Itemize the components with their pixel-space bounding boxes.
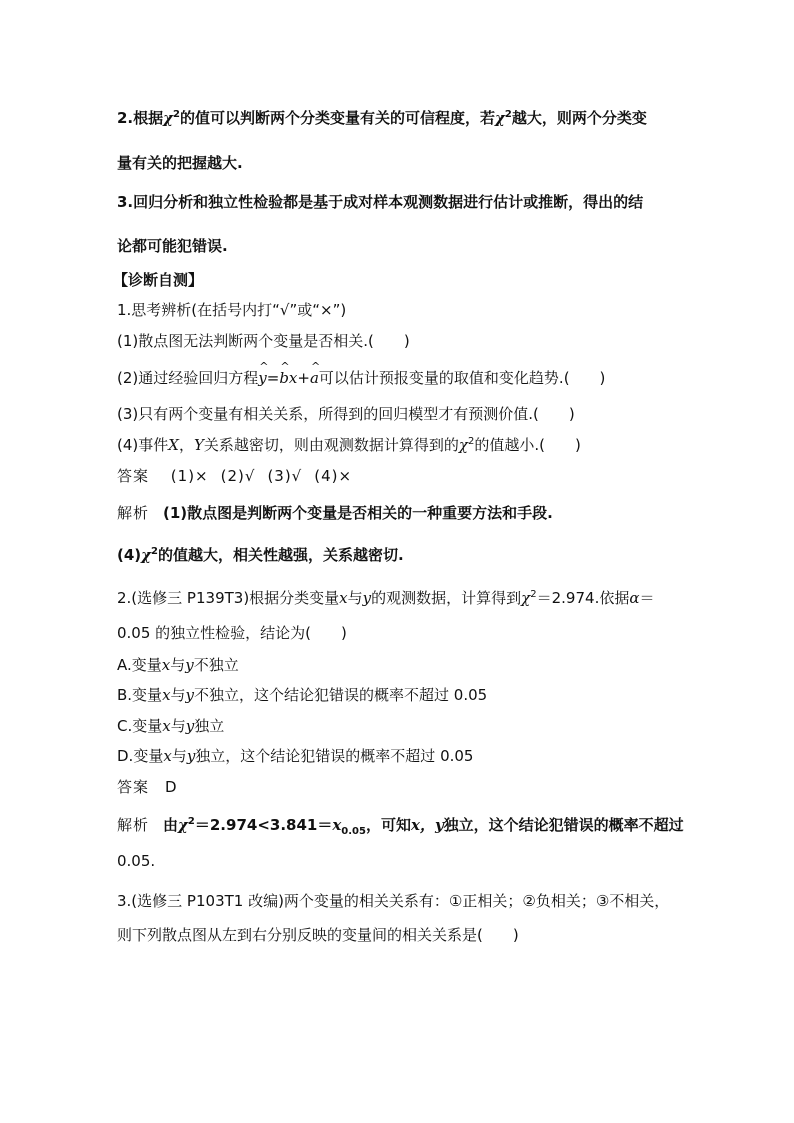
q1-item1: (1)散点图无法判断两个变量是否相关.( )	[117, 332, 410, 350]
knowledge-point-2-line2: 量有关的把握越大.	[117, 154, 243, 172]
analysis-label: 解析	[117, 504, 150, 522]
answer-item: (2)√	[220, 467, 256, 485]
q2-analysis-line2: 0.05.	[117, 852, 156, 870]
q3-stem-line2: 则下列散点图从左到右分别反映的变量间的相关关系是( )	[117, 926, 519, 944]
section-title: 【诊断自测】	[113, 271, 204, 289]
analysis-label: 解析	[117, 816, 150, 834]
knowledge-point-2-line1: 2.根据$\chi^2$的值可以判断两个分类变量有关的可信程度，若$\chi^2$越大，则两个分类变	[117, 109, 647, 127]
q1-stem: 1.思考辨析(在括号内打“√”或“×”)	[117, 301, 347, 319]
q1-item4: (4)事件X，Y关系越密切，则由观测数据计算得到的$\chi^2$的值越小.( )	[117, 436, 581, 454]
q1-item2: (2)通过经验回归方程^ y=^ bx+^ a可以估计预报变量的取值和变化趋势.( )	[117, 368, 605, 388]
answer-label: 答案	[117, 778, 150, 796]
q3-stem-line1: 3.(选修三 P103T1 改编)两个变量的相关关系有：①正相关；②负相关；③不相关，	[117, 892, 670, 910]
q2-option-d: D.变量x与y独立，这个结论犯错误的概率不超过 0.05	[117, 747, 474, 765]
answer-item: (4)×	[314, 467, 353, 485]
knowledge-point-3-line1: 3.回归分析和独立性检验都是基于成对样本观测数据进行估计或推断，得出的结	[117, 193, 644, 211]
q1-item3: (3)只有两个变量有相关关系，所得到的回归模型才有预测价值.( )	[117, 405, 575, 423]
q1-analysis-1: 解析 (1)散点图是判断两个变量是否相关的一种重要方法和手段.	[117, 504, 553, 522]
q2-stem-line2: 0.05 的独立性检验，结论为( )	[117, 624, 347, 642]
q2-answer	[117, 777, 178, 797]
q2-option-a: A.变量x与y不独立	[117, 656, 239, 674]
answer-label: 答案	[117, 467, 150, 485]
q2-option-b: B.变量x与y不独立，这个结论犯错误的概率不超过 0.05	[117, 686, 488, 704]
q2-analysis-line1: 解析 由$\chi^2=2.974<3.841=x_{0.05}$，可知x，y独立，这个结论犯错误的概率不超过	[117, 816, 684, 837]
q2-option-c: C.变量x与y独立	[117, 717, 225, 735]
answer-value: D	[165, 778, 178, 796]
q1-analysis-4: $(4)\chi^2$的值越大，相关性越强，关系越密切.	[117, 546, 404, 564]
answer-item: (3)√	[267, 467, 303, 485]
knowledge-point-3-line2: 论都可能犯错误.	[117, 237, 228, 255]
answer-item: (1)×	[170, 467, 209, 485]
q1-answer	[117, 466, 364, 486]
q2-stem-line1: 2.(选修三 P139T3)根据分类变量x与y的观测数据，计算得到$\chi^2=2.974$.依据α＝	[117, 589, 655, 607]
